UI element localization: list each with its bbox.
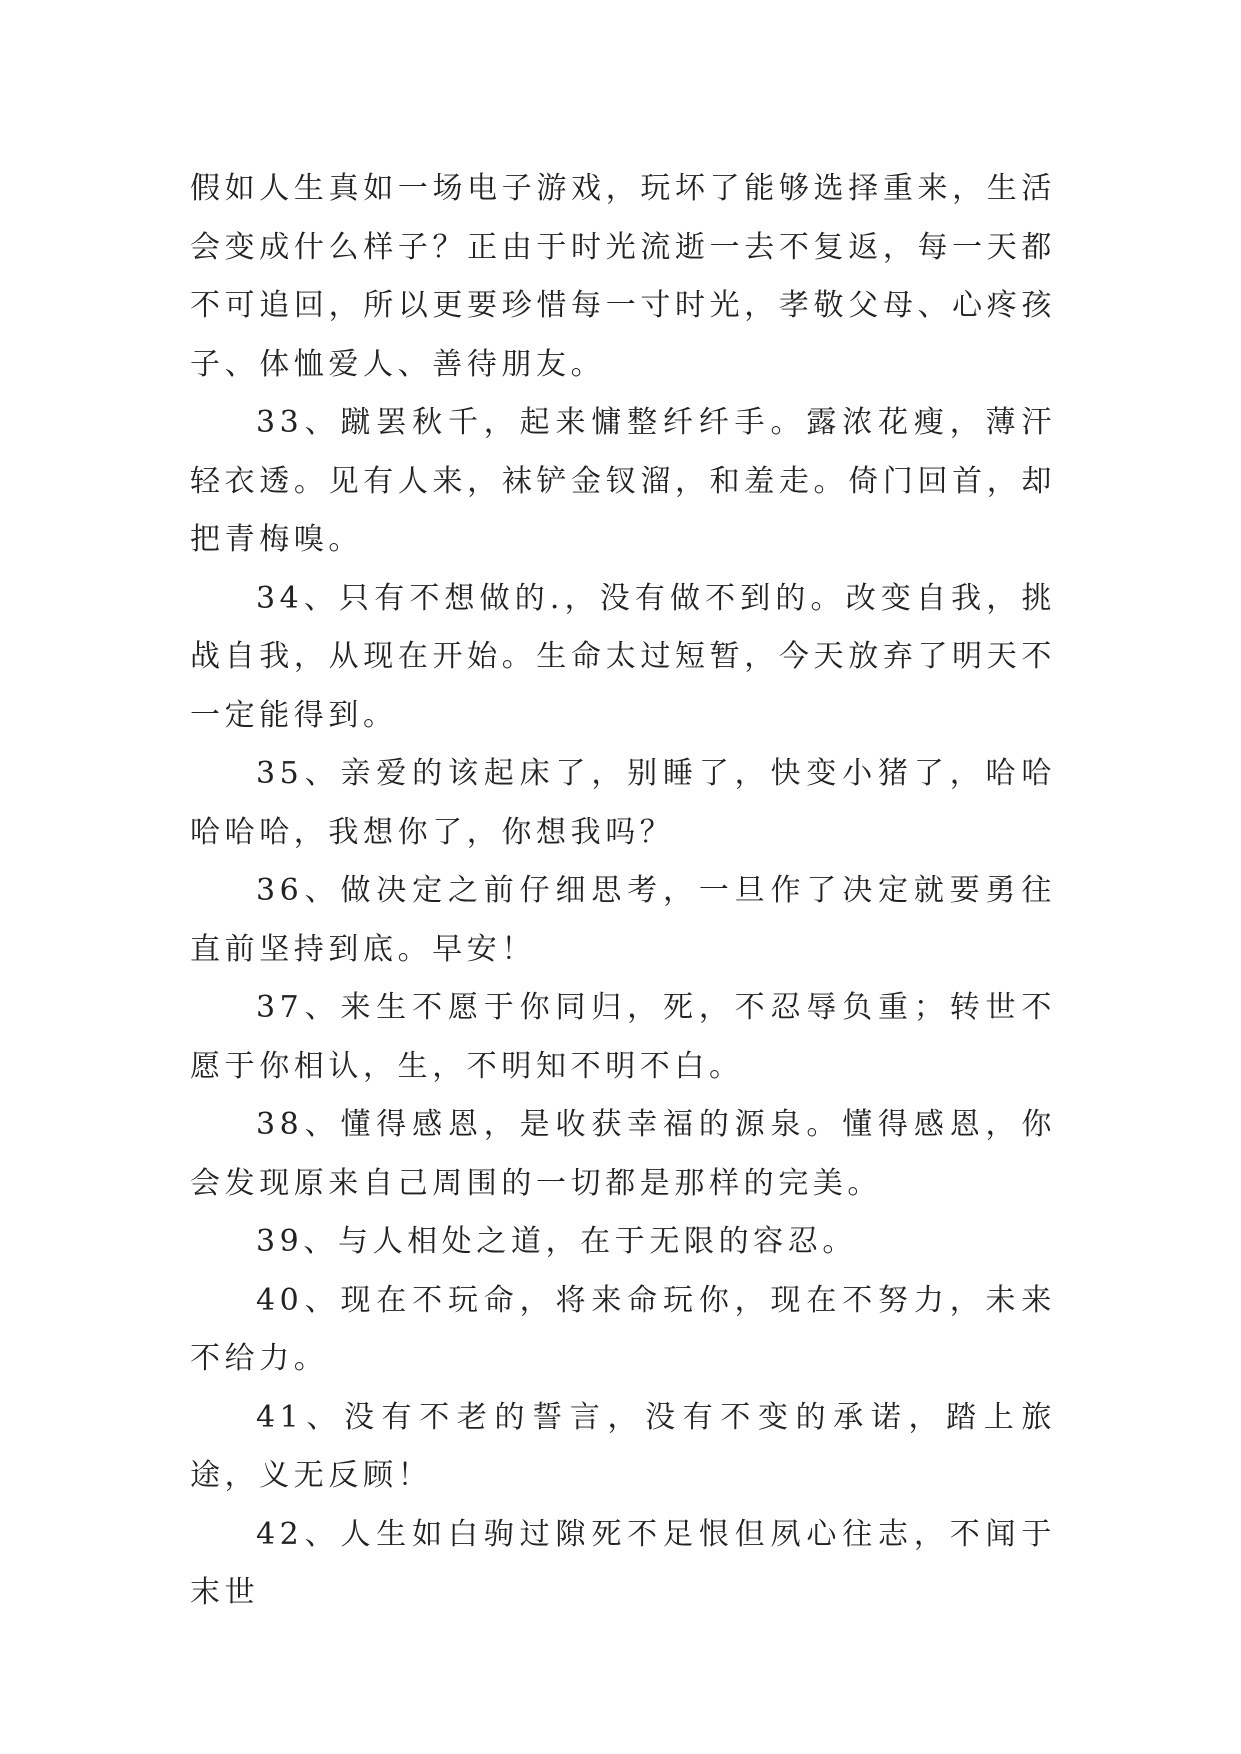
paragraph-34: 34、只有不想做的.，没有做不到的。改变自我，挑战自我，从现在开始。生命太过短暂，今天放弃了明天不一定能得到。 bbox=[190, 580, 1056, 733]
paragraph-42: 42、人生如白驹过隙死不足恨但夙心往志，不闻于末世 bbox=[190, 1516, 1056, 1610]
paragraph-41: 41、没有不老的誓言，没有不变的承诺，踏上旅途，义无反顾！ bbox=[190, 1399, 1056, 1493]
paragraph-40: 40、现在不玩命，将来命玩你，现在不努力，未来不给力。 bbox=[190, 1282, 1056, 1376]
paragraph-33: 33、蹴罢秋千，起来慵整纤纤手。露浓花瘦，薄汗轻衣透。见有人来，袜铲金钗溜，和羞走。倚门回首，却把青梅嗅。 bbox=[190, 405, 1056, 557]
paragraph-1: 假如人生真如一场电子游戏，玩坏了能够选择重来，生活会变成什么样子？正由于时光流逝一去不复返，每一天都不可追回，所以更要珍惜每一寸时光，孝敬父母、心疼孩子、体恤爱人、善待朋友。 bbox=[190, 171, 1056, 382]
document-body bbox=[190, 160, 1056, 1623]
paragraph-35: 35、亲爱的该起床了，别睡了，快变小猪了，哈哈哈哈哈，我想你了，你想我吗？ bbox=[190, 756, 1056, 850]
paragraph-39: 39、与人相处之道，在于无限的容忍。 bbox=[256, 1224, 857, 1259]
paragraph-36: 36、做决定之前仔细思考，一旦作了决定就要勇往直前坚持到底。早安！ bbox=[190, 873, 1056, 967]
paragraph-37: 37、来生不愿于你同归，死，不忍辱负重；转世不愿于你相认，生，不明知不明不白。 bbox=[190, 990, 1056, 1084]
paragraph-38: 38、懂得感恩，是收获幸福的源泉。懂得感恩，你会发现原来自己周围的一切都是那样的完美。 bbox=[190, 1107, 1056, 1201]
